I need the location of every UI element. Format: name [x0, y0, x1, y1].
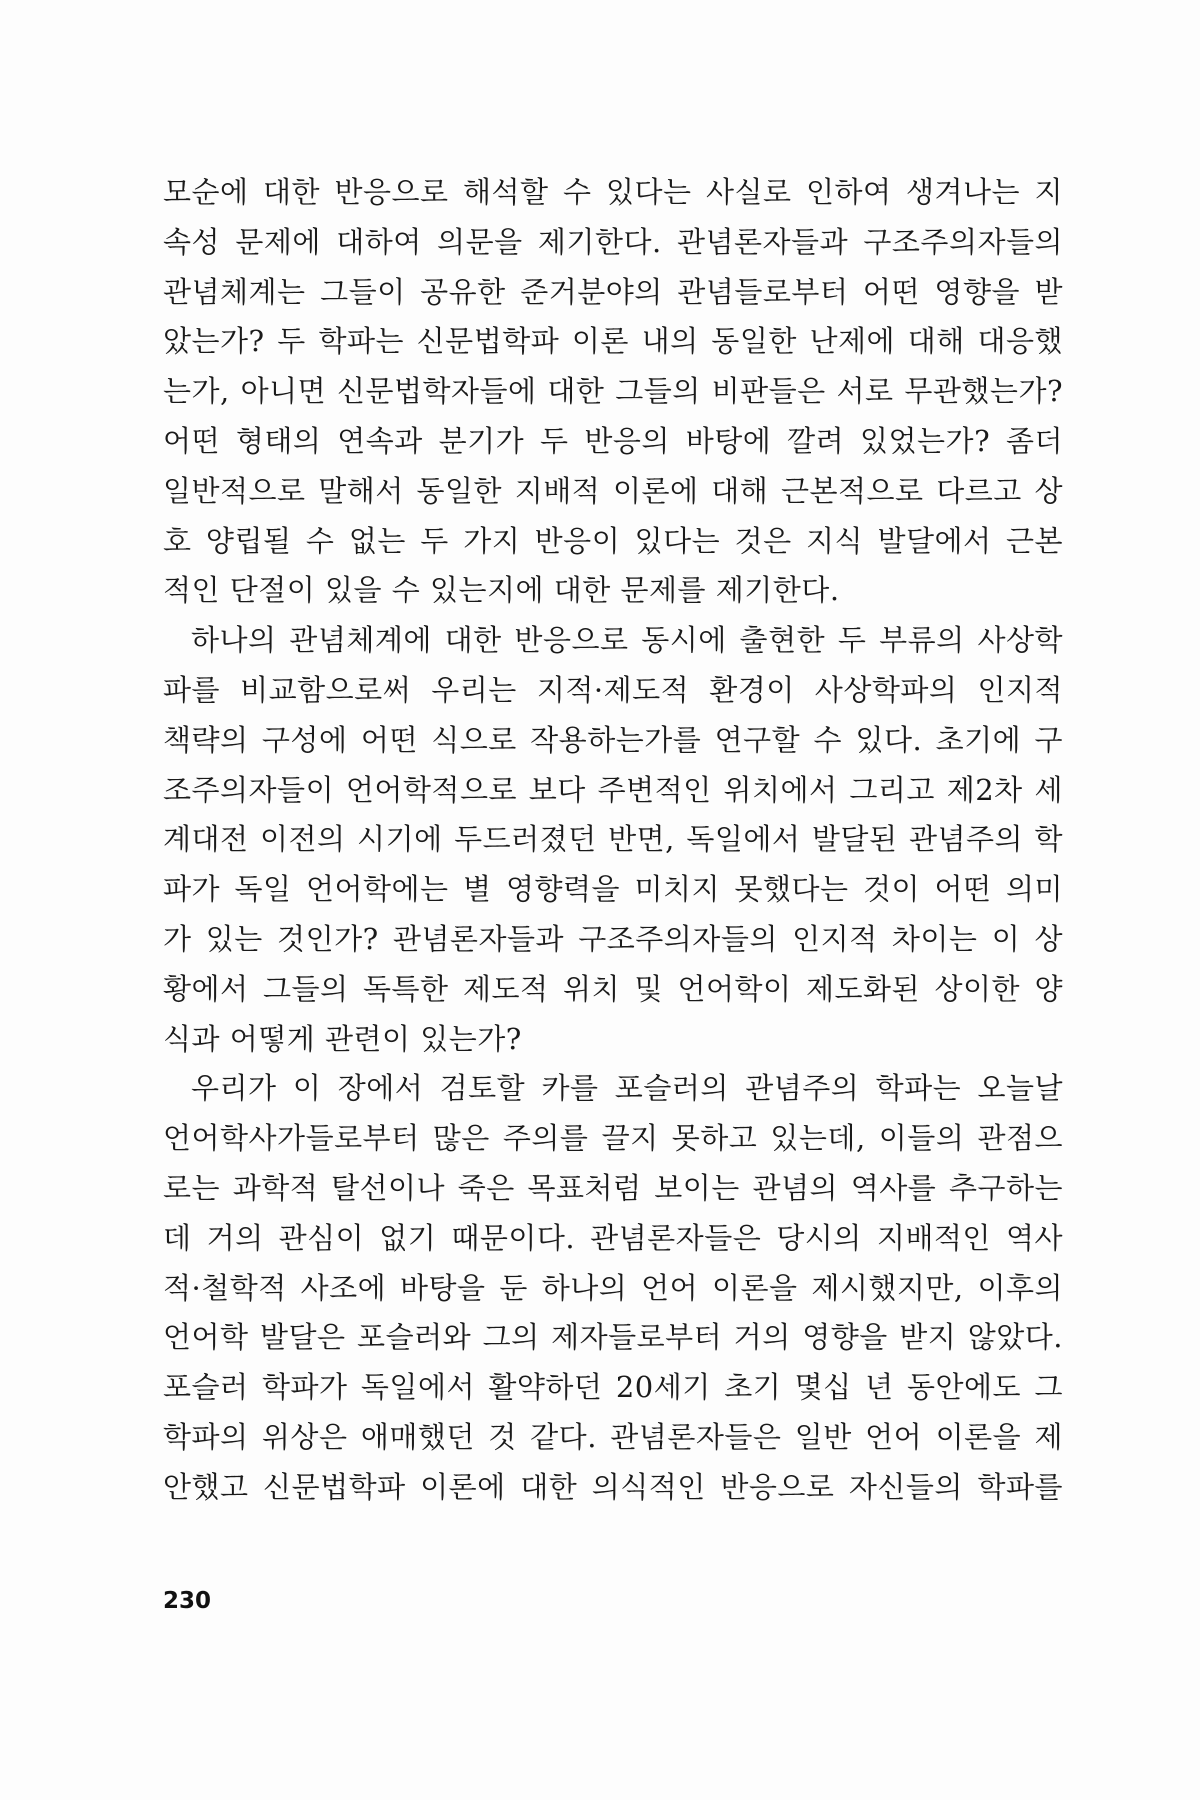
text-line: 언어학사가들로부터 많은 주의를 끌지 못하고 있는데, 이들의 관점으	[163, 1121, 1063, 1156]
text-line: 속성 문제에 대하여 의문을 제기한다. 관념론자들과 구조주의자들의	[163, 224, 1063, 259]
text-line: 조주의자들이 언어학적으로 보다 주변적인 위치에서 그리고 제2차 세	[163, 772, 1063, 807]
text-line: 언어학 발달은 포슬러와 그의 제자들로부터 거의 영향을 받지 않았다.	[163, 1320, 1063, 1355]
text-line: 는가, 아니면 신문법학자들에 대한 그들의 비판들은 서로 무관했는가?	[163, 374, 1063, 409]
text-line: 았는가? 두 학파는 신문법학파 이론 내의 동일한 난제에 대해 대응했	[163, 324, 1063, 359]
body-text	[163, 168, 1063, 1513]
text-line: 계대전 이전의 시기에 두드러졌던 반면, 독일에서 발달된 관념주의 학	[163, 822, 1063, 857]
text-line: 책략의 구성에 어떤 식으로 작용하는가를 연구할 수 있다. 초기에 구	[163, 722, 1063, 757]
text-line: 적·철학적 사조에 바탕을 둔 하나의 언어 이론을 제시했지만, 이후의	[163, 1270, 1063, 1305]
text-line: 학파의 위상은 애매했던 것 같다. 관념론자들은 일반 언어 이론을 제	[163, 1419, 1063, 1454]
text-line: 적인 단절이 있을 수 있는지에 대한 문제를 제기한다.	[163, 573, 840, 608]
text-line: 호 양립될 수 없는 두 가지 반응이 있다는 것은 지식 발달에서 근본	[163, 523, 1063, 558]
text-line: 파를 비교함으로써 우리는 지적·제도적 환경이 사상학파의 인지적	[163, 672, 1063, 707]
text-line: 관념체계는 그들이 공유한 준거분야의 관념들로부터 어떤 영향을 받	[163, 274, 1063, 309]
page-number: 230	[163, 1588, 212, 1614]
text-line: 황에서 그들의 독특한 제도적 위치 및 언어학이 제도화된 상이한 양	[163, 971, 1063, 1006]
text-line: 모순에 대한 반응으로 해석할 수 있다는 사실로 인하여 생겨나는 지	[163, 175, 1063, 209]
text-line: 가 있는 것인가? 관념론자들과 구조주의자들의 인지적 차이는 이 상	[163, 921, 1063, 956]
text-line: 일반적으로 말해서 동일한 지배적 이론에 대해 근본적으로 다르고 상	[163, 473, 1063, 508]
text-line: 로는 과학적 탈선이나 죽은 목표처럼 보이는 관념의 역사를 추구하는	[163, 1170, 1063, 1205]
text-line: 안했고 신문법학파 이론에 대한 의식적인 반응으로 자신들의 학파를	[163, 1469, 1063, 1504]
text-line: 포슬러 학파가 독일에서 활약하던 20세기 초기 몇십 년 동안에도 그	[163, 1370, 1063, 1405]
text-line: 어떤 형태의 연속과 분기가 두 반응의 바탕에 깔려 있었는가? 좀더	[163, 423, 1063, 458]
text-line: 우리가 이 장에서 검토할 카를 포슬러의 관념주의 학파는 오늘날	[191, 1071, 1063, 1106]
text-line: 데 거의 관심이 없기 때문이다. 관념론자들은 당시의 지배적인 역사	[163, 1220, 1063, 1255]
text-line: 하나의 관념체계에 대한 반응으로 동시에 출현한 두 부류의 사상학	[191, 623, 1063, 658]
text-line: 식과 어떻게 관련이 있는가?	[163, 1021, 522, 1056]
text-line: 파가 독일 언어학에는 별 영향력을 미치지 못했다는 것이 어떤 의미	[163, 872, 1063, 907]
